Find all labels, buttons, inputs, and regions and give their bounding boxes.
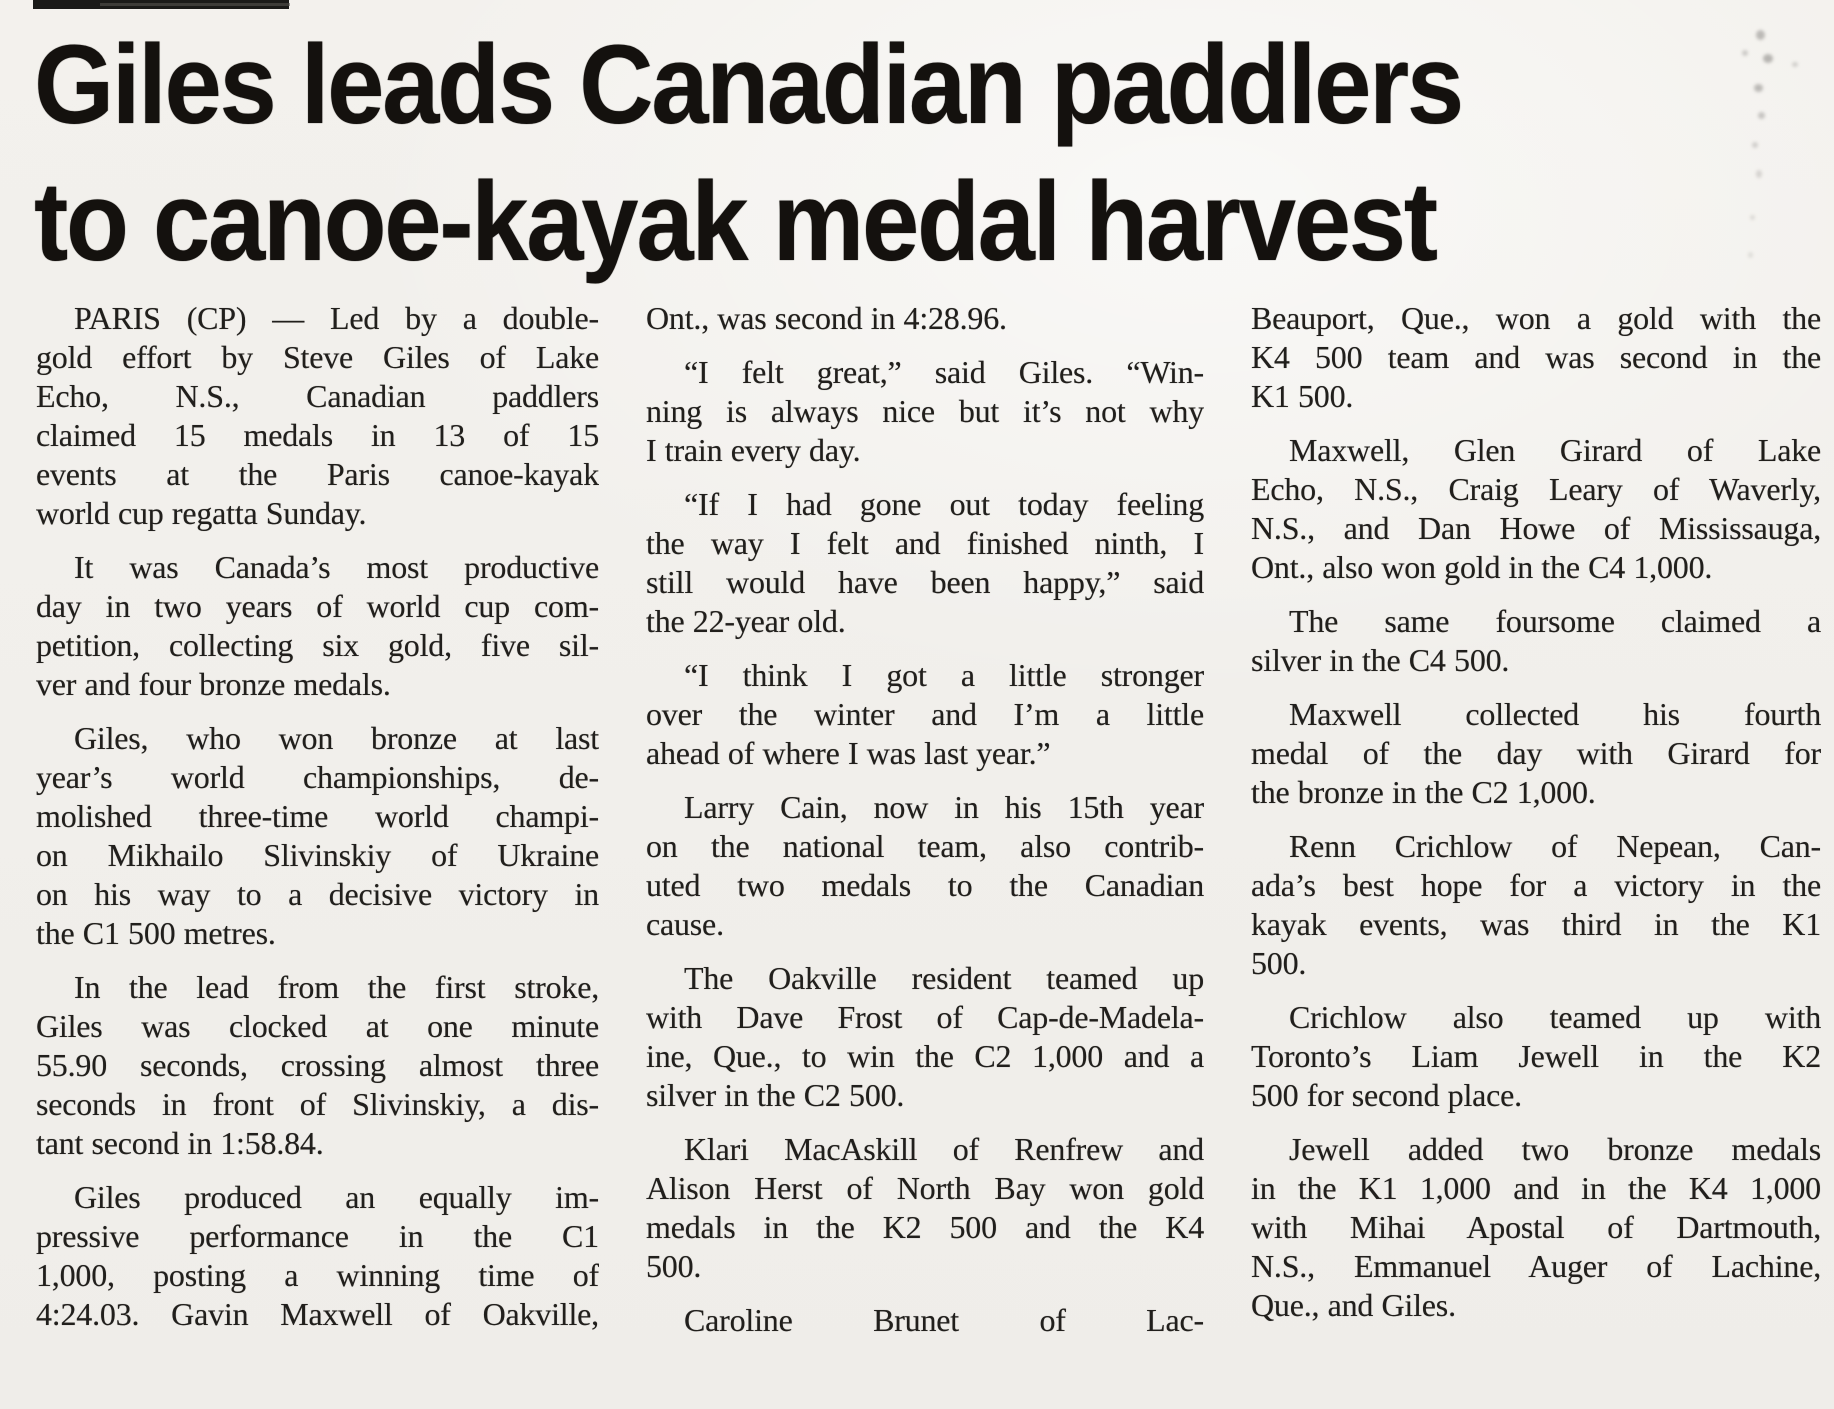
scan-smudge [1756,170,1762,178]
text-line: 55.90 seconds, crossing almost three [36,1047,599,1083]
paragraph [646,299,1204,338]
text-line: Larry Cain, now in his 15th year [684,789,1204,825]
text-line: 1,000, posting a winning time of [36,1257,599,1293]
scan-smudge [1752,142,1758,148]
scan-smudge [1763,54,1773,63]
text-line: Toronto’s Liam Jewell in the K2 [1251,1038,1821,1074]
scan-smudge [1754,84,1763,92]
text-line: tant second in 1:58.84. [36,1125,324,1161]
text-line: with Mihai Apostal of Dartmouth, [1251,1209,1821,1245]
text-line: In the lead from the first stroke, [74,969,599,1005]
paragraph [1251,299,1821,416]
paragraph [36,299,599,533]
text-line: with Dave Frost of Cap-de-Madela- [646,999,1204,1035]
text-line: year’s world championships, de- [36,759,599,795]
paragraph [1251,431,1821,587]
paragraph [646,656,1204,773]
text-line: over the winter and I’m a little [646,696,1204,732]
scan-smudge [1748,252,1753,258]
paragraph [36,548,599,704]
text-line: Crichlow also teamed up with [1289,999,1821,1035]
paragraph [646,1301,1204,1340]
text-line: Maxwell, Glen Girard of Lake [1289,432,1821,468]
text-line: Ont., was second in 4:28.96. [646,300,1007,336]
scan-smudge [1792,62,1798,67]
text-line: I train every day. [646,432,861,468]
text-line: PARIS (CP) — Led by a double- [74,300,599,336]
headline-line-2: to canoe-kayak medal harvest [34,159,1436,284]
text-line: Giles, who won bronze at last [74,720,599,756]
text-line: pressive performance in the C1 [36,1218,599,1254]
text-line: in the K1 1,000 and in the K4 1,000 [1251,1170,1821,1206]
text-line: N.S., Emmanuel Auger of Lachine, [1251,1248,1821,1284]
paragraph [1251,1130,1821,1325]
text-line: kayak events, was third in the K1 [1251,906,1821,942]
text-line: the bronze in the C2 1,000. [1251,774,1596,810]
paragraph [36,1178,599,1334]
text-line: molished three-time world champi- [36,798,599,834]
text-line: “I felt great,” said Giles. “Win- [684,354,1204,390]
text-line: Echo, N.S., Craig Leary of Waverly, [1251,471,1821,507]
text-line: 500. [1251,945,1307,981]
text-line: gold effort by Steve Giles of Lake [36,339,599,375]
article-column-1 [36,299,599,1355]
text-line: The Oakville resident teamed up [684,960,1204,996]
text-line: N.S., and Dan Howe of Mississauga, [1251,510,1821,546]
text-line: medal of the day with Girard for [1251,735,1821,771]
text-line: Giles was clocked at one minute [36,1008,599,1044]
text-line: claimed 15 medals in 13 of 15 [36,417,599,453]
paragraph [1251,695,1821,812]
paragraph [646,959,1204,1115]
text-line: events at the Paris canoe-kayak [36,456,599,492]
text-line: K4 500 team and was second in the [1251,339,1821,375]
text-line: petition, collecting six gold, five sil- [36,627,599,663]
text-line: Echo, N.S., Canadian paddlers [36,378,599,414]
text-line: day in two years of world cup com- [36,588,599,624]
text-line: ine, Que., to win the C2 1,000 and a [646,1038,1204,1074]
text-line: world cup regatta Sunday. [36,495,367,531]
text-line: 4:24.03. Gavin Maxwell of Oakville, [36,1296,599,1332]
paragraph [646,788,1204,944]
text-line: on the national team, also contrib- [646,828,1204,864]
text-line: Ont., also won gold in the C4 1,000. [1251,549,1713,585]
paragraph [36,968,599,1163]
article-column-3 [1251,299,1821,1355]
text-line: It was Canada’s most productive [74,549,599,585]
text-line: Giles produced an equally im- [74,1179,599,1215]
text-line: Beauport, Que., won a gold with the [1251,300,1821,336]
text-line: Alison Herst of North Bay won gold [646,1170,1204,1206]
text-line: silver in the C4 500. [1251,642,1510,678]
text-line: K1 500. [1251,378,1354,414]
paragraph [1251,602,1821,680]
text-line: “If I had gone out today feeling [684,486,1204,522]
paragraph [646,485,1204,641]
scan-smudge [1750,215,1755,220]
text-line: 500 for second place. [1251,1077,1522,1113]
text-line: the C1 500 metres. [36,915,276,951]
text-line: medals in the K2 500 and the K4 [646,1209,1204,1245]
text-line: silver in the C2 500. [646,1077,905,1113]
text-line: cause. [646,906,724,942]
text-line: ada’s best hope for a victory in the [1251,867,1821,903]
text-line: on his way to a decisive victory in [36,876,599,912]
paragraph [1251,827,1821,983]
text-line: Jewell added two bronze medals [1289,1131,1821,1167]
paragraph [646,1130,1204,1286]
text-line: The same foursome claimed a [1289,603,1821,639]
paragraph [646,353,1204,470]
headline-line-1: Giles leads Canadian paddlers [34,22,1462,147]
article-column-2 [646,299,1204,1355]
text-line: ning is always nice but it’s not why [646,393,1204,429]
article-columns [36,299,1821,1355]
text-line: the way I felt and finished ninth, I [646,525,1204,561]
text-line: still would have been happy,” said [646,564,1204,600]
text-line: ver and four bronze medals. [36,666,391,702]
paragraph [36,719,599,953]
scan-smudge [1742,50,1748,56]
text-line: Caroline Brunet of Lac- [684,1302,1204,1338]
text-line: ahead of where I was last year.” [646,735,1051,771]
text-line: seconds in front of Slivinskiy, a dis- [36,1086,599,1122]
text-line: the 22-year old. [646,603,846,639]
text-line: Renn Crichlow of Nepean, Can- [1289,828,1821,864]
paragraph [1251,998,1821,1115]
text-line: “I think I got a little stronger [684,657,1204,693]
text-line: Que., and Giles. [1251,1287,1456,1323]
text-line: Klari MacAskill of Renfrew and [684,1131,1204,1167]
text-line: 500. [646,1248,702,1284]
text-line: on Mikhailo Slivinskiy of Ukraine [36,837,599,873]
scan-smudge [1758,112,1765,119]
article-headline [34,16,1586,290]
scan-smudge [1756,30,1765,40]
cropped-masthead-bar-edge [100,3,290,6]
text-line: Maxwell collected his fourth [1289,696,1821,732]
text-line: uted two medals to the Canadian [646,867,1204,903]
